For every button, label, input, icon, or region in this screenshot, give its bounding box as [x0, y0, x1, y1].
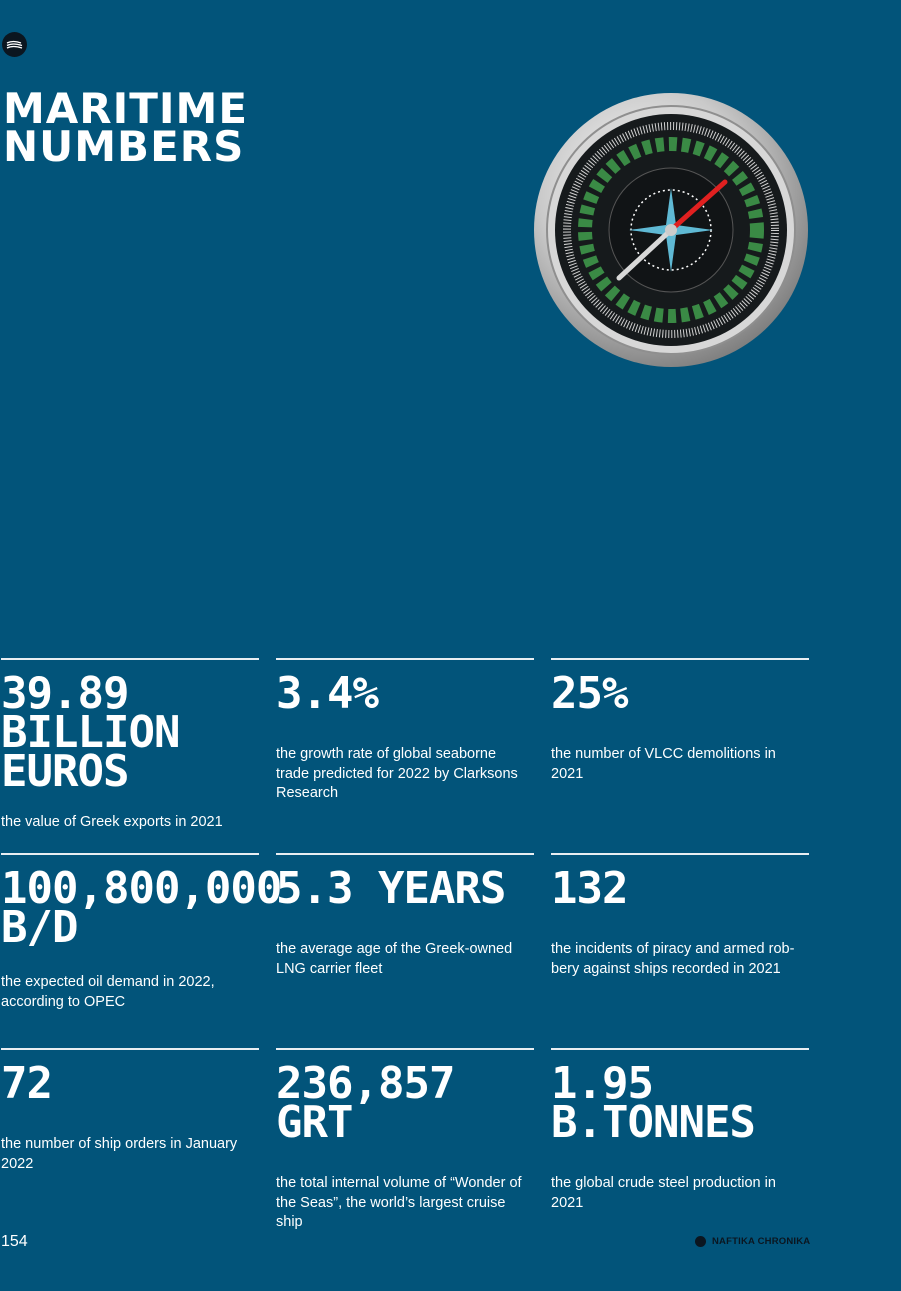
stat-description: the total internal volume of “Wonder of the Seas”, the world’s largest cruise ship	[276, 1175, 522, 1230]
stat-vlcc-demolitions	[551, 658, 809, 784]
stat-value: 39.89 BILLION EUROS	[1, 668, 180, 797]
stat-description: the expected oil demand in 2022, according to OPEC	[1, 974, 215, 1010]
stat-oil-demand	[1, 853, 282, 1012]
stat-piracy-incidents	[551, 853, 809, 979]
page-title	[3, 84, 249, 171]
brand-name: NAFTIKA CHRONIKA	[712, 1236, 811, 1247]
stat-description: the number of VLCC demolitions in 2021	[551, 746, 776, 782]
stat-value: 3.4%	[276, 668, 378, 719]
page-number: 154	[1, 1233, 28, 1250]
stat-description: the average age of the Greek-owned LNG carrier fleet	[276, 941, 513, 977]
stat-description: the global crude steel production in 2021	[551, 1175, 776, 1211]
title-line-1: MARITIME	[3, 84, 249, 133]
stat-description: the number of ship orders in January 2022	[1, 1136, 238, 1172]
stat-value: 100,800,000 B/D	[1, 863, 282, 953]
stat-description: the growth rate of global seaborne trade predicted for 2022 by Clarksons Research	[276, 746, 518, 801]
stat-description: the value of Greek exports in 2021	[1, 814, 223, 830]
stat-greek-exports	[1, 658, 259, 833]
stat-value: 236,857 GRT	[276, 1058, 455, 1148]
title-line-2: NUMBERS	[3, 122, 245, 171]
stat-crude-steel-production	[551, 1048, 809, 1213]
stat-wonder-of-the-seas-volume	[276, 1048, 534, 1233]
brand-logo-icon	[695, 1236, 706, 1247]
stat-value: 25%	[551, 668, 628, 719]
stat-value: 132	[551, 863, 628, 914]
waves-logo-icon	[2, 32, 27, 57]
stat-value: 1.95 B.TONNES	[551, 1058, 755, 1148]
stat-seaborne-trade-growth	[276, 658, 534, 804]
stat-lng-fleet-age	[276, 853, 534, 979]
stat-description: the incidents of piracy and armed rob-bery against ships recorded in 2021	[551, 941, 795, 977]
stat-value: 72	[1, 1058, 52, 1109]
stat-value: 5.3 YEARS	[276, 863, 506, 914]
stat-ship-orders	[1, 1048, 259, 1174]
brand-footer	[695, 1236, 810, 1247]
compass-image	[533, 92, 809, 368]
